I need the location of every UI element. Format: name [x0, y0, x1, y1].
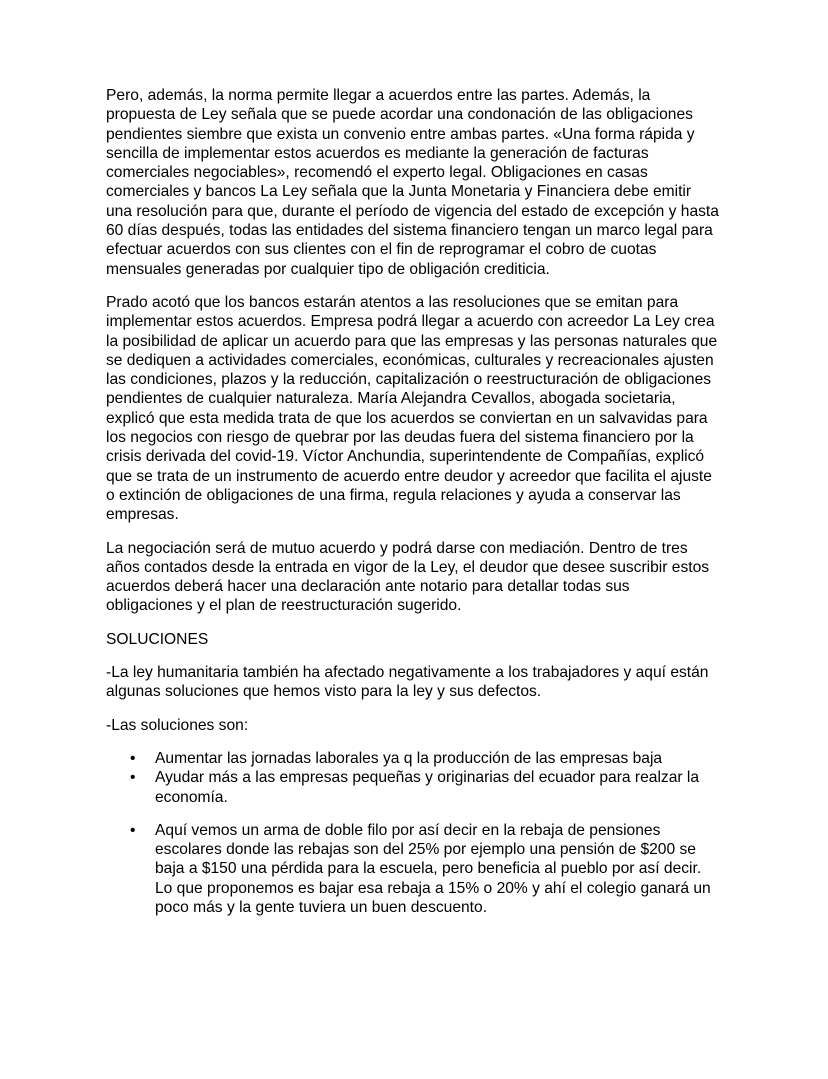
- solutions-list-continued: [106, 821, 720, 917]
- list-item: • Aumentar las jornadas laborales ya q la producción de las empresas baja: [106, 749, 720, 768]
- solutions-list: [106, 749, 720, 807]
- paragraph-2: Prado acotó que los bancos estarán atentos a las resoluciones que se emitan para implementar estos acuerdos. Empresa podrá llegar a acuerdo con acreedor La Ley crea la posibilidad de aplicar un acuerdo para que las empresas y las personas naturales que se dediquen a actividades comerciales, económicas, culturales y recreacionales ajusten las condiciones, plazos y la reducción, capitalización o reestructuración de obligaciones pendientes de cualquier naturaleza. María Alejandra Cevallos, abogada societaria, explicó que esta medida trata de que los acuerdos se conviertan en un salvavidas para los negocios con riesgo de quebrar por las deudas fuera del sistema financiero por la crisis derivada del covid-19. Víctor Anchundia, superintendente de Compañías, explicó que se trata de un instrumento de acuerdo entre deudor y acreedor que facilita el ajuste o extinción de obligaciones de una firma, regula relaciones y ayuda a conservar las empresas.: [106, 293, 718, 524]
- solutions-intro: -La ley humanitaria también ha afectado negativamente a los trabajadores y aquí están algunas soluciones que hemos visto para la ley y sus defectos.: [106, 664, 709, 701]
- list-item: • Aquí vemos un arma de doble filo por así decir en la rebaja de pensiones escolares donde las rebajas son del 25% por ejemplo una pensión de $200 se baja a $150 una pérdida para la escuela, pero beneficia al pueblo por así decir. Lo que proponemos es bajar esa rebaja a 15% o 20% y ahí el colegio ganará un poco más y la gente tuviera un buen descuento.: [106, 821, 720, 917]
- solutions-list-intro: -Las soluciones son:: [106, 716, 249, 734]
- list-item: • Ayudar más a las empresas pequeñas y originarias del ecuador para realzar la economía.: [106, 768, 720, 807]
- paragraph-1: Pero, además, la norma permite llegar a acuerdos entre las partes. Además, la propuesta de Ley señala que se puede acordar una condonación de las obligaciones pendientes siembre que exista un convenio entre ambas partes. «Una forma rápida y sencilla de implementar estos acuerdos es mediante la generación de facturas comerciales negociables», recomendó el experto legal. Obligaciones en casas comerciales y bancos La Ley señala que la Junta Monetaria y Financiera debe emitir una resolución para que, durante el período de vigencia del estado de excepción y hasta 60 días después, todas las entidades del sistema financiero tengan un marco legal para efectuar acuerdos con sus clientes con el fin de reprogramar el cobro de cuotas mensuales generadas por cualquier tipo de obligación crediticia.: [106, 87, 719, 278]
- section-heading: SOLUCIONES: [106, 630, 209, 648]
- paragraph-3: La negociación será de mutuo acuerdo y podrá darse con mediación. Dentro de tres años contados desde la entrada en vigor de la Ley, el deudor que desee suscribir estos acuerdos deberá hacer una declaración ante notario para detallar todas sus obligaciones y el plan de reestructuración sugerido.: [106, 539, 710, 615]
- document-page: [106, 86, 720, 917]
